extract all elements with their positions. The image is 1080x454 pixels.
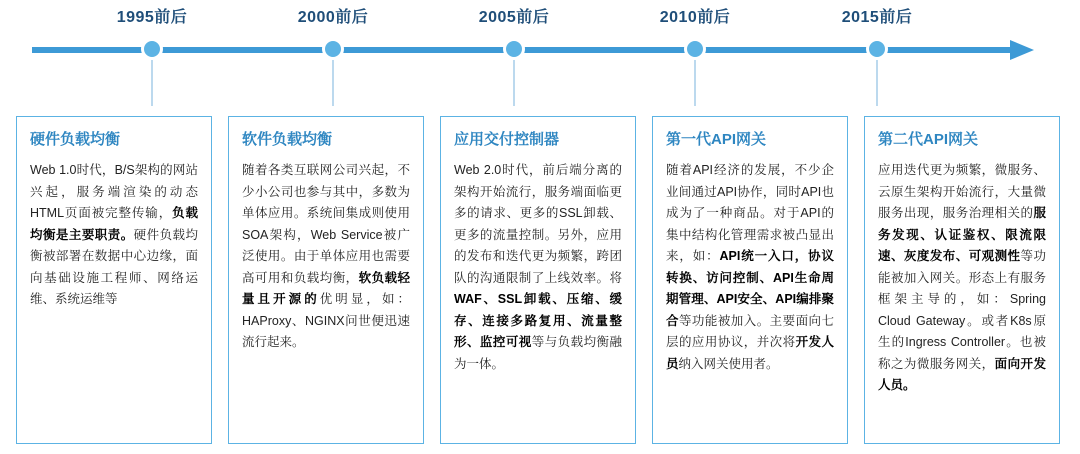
timeline-node-stem bbox=[513, 60, 515, 106]
timeline-card bbox=[652, 116, 848, 444]
card-body-text: 应用迭代更为频繁，微服务、云原生架构开始流行，大量微服务出现，服务治理相关的 bbox=[878, 163, 1046, 220]
card-title: 第二代API网关 bbox=[878, 131, 979, 148]
card-body bbox=[878, 160, 1046, 397]
card-body-text: Web 2.0时代，前后端分离的架构开始流行，服务端面临更多的请求、更多的SSL卸载、更多的流量控制。另外，应用的发布和迭代更为频繁，跨团队的沟通限制了上线效率。将 bbox=[454, 163, 622, 285]
card-body-text: 等功能被加入网关。形态上有服务框架主导的，如：Spring Cloud Gateway。或者K8s原生的Ingress Controller。也被称之为微服务网关， bbox=[878, 249, 1046, 371]
card-title: 应用交付控制器 bbox=[454, 131, 560, 148]
card-title: 软件负载均衡 bbox=[242, 131, 333, 148]
card-title: 硬件负载均衡 bbox=[30, 131, 121, 148]
timeline-node-label: 2000前后 bbox=[297, 9, 369, 26]
timeline-node-stem bbox=[694, 60, 696, 106]
card-title: 第一代API网关 bbox=[666, 131, 767, 148]
timeline-axis bbox=[32, 9, 1046, 56]
card-body-emphasis: 负载均衡是主要职责。 bbox=[30, 206, 198, 242]
timeline-card bbox=[228, 116, 424, 444]
timeline-node-stem bbox=[151, 60, 153, 106]
timeline-node-dot[interactable] bbox=[322, 38, 344, 60]
card-body-emphasis: WAF、SSL卸载、压缩、缓存、连接多路复用、流量整形、监控可视 bbox=[454, 292, 622, 349]
card-body bbox=[666, 160, 834, 375]
timeline-arrow-icon bbox=[1010, 40, 1034, 60]
timeline-node-dot[interactable] bbox=[866, 38, 888, 60]
card-body-text: 随着API经济的发展，不少企业间通过API协作，同时API也成为了一种商品。对于API的集中结构化管理需求被凸显出来，如： bbox=[666, 163, 834, 263]
card-body-text: 等功能被加入。主要面向七层的应用协议，并次将 bbox=[666, 313, 834, 349]
timeline-card bbox=[440, 116, 636, 444]
timeline-node-label: 1995前后 bbox=[116, 9, 188, 26]
card-body-emphasis: 面向开发人员。 bbox=[878, 356, 1046, 392]
card-body-text: 硬件负载均衡被部署在数据中心边缘，面向基础设施工程师、网络运维、系统运维等 bbox=[30, 227, 198, 306]
card-body-text: 随着各类互联网公司兴起，不少小公司也参与其中，多数为单体应用。系统间集成则使用SOA架构，Web Service被广泛使用。由于单体应用也需要高可用和负载均衡， bbox=[242, 163, 410, 285]
timeline-node-label: 2005前后 bbox=[478, 9, 550, 26]
card-body-emphasis: 服务发现、认证鉴权、限流限速、灰度发布、可观测性 bbox=[878, 206, 1046, 263]
card-body-emphasis: 软负载轻量且开源的 bbox=[242, 270, 410, 306]
timeline-card bbox=[16, 116, 212, 444]
card-body-text: Web 1.0时代，B/S架构的网站兴起，服务端渲染的动态HTML页面被完整传输， bbox=[30, 163, 198, 220]
card-body-emphasis: 开发人员 bbox=[666, 335, 834, 371]
timeline-node-stem bbox=[876, 60, 878, 106]
card-body-text: 等与负载均衡融为一体。 bbox=[454, 335, 622, 371]
timeline-node-label: 2015前后 bbox=[841, 9, 913, 26]
timeline-node-stem bbox=[332, 60, 334, 106]
card-body bbox=[242, 160, 410, 354]
card-body-text: 优明显，如：HAProxy、NGINX问世便迅速流行起来。 bbox=[242, 292, 410, 349]
timeline-node-label: 2010前后 bbox=[659, 9, 731, 26]
timeline-card bbox=[864, 116, 1060, 444]
card-body bbox=[30, 160, 198, 311]
timeline-node-dot[interactable] bbox=[141, 38, 163, 60]
card-body-text: 纳入网关使用者。 bbox=[678, 356, 779, 371]
timeline-node-dot[interactable] bbox=[684, 38, 706, 60]
timeline-node-dot[interactable] bbox=[503, 38, 525, 60]
card-body bbox=[454, 160, 622, 375]
card-body-emphasis: API统一入口，协议转换、访问控制、API生命周期管理、API安全、API编排聚合 bbox=[666, 249, 834, 328]
